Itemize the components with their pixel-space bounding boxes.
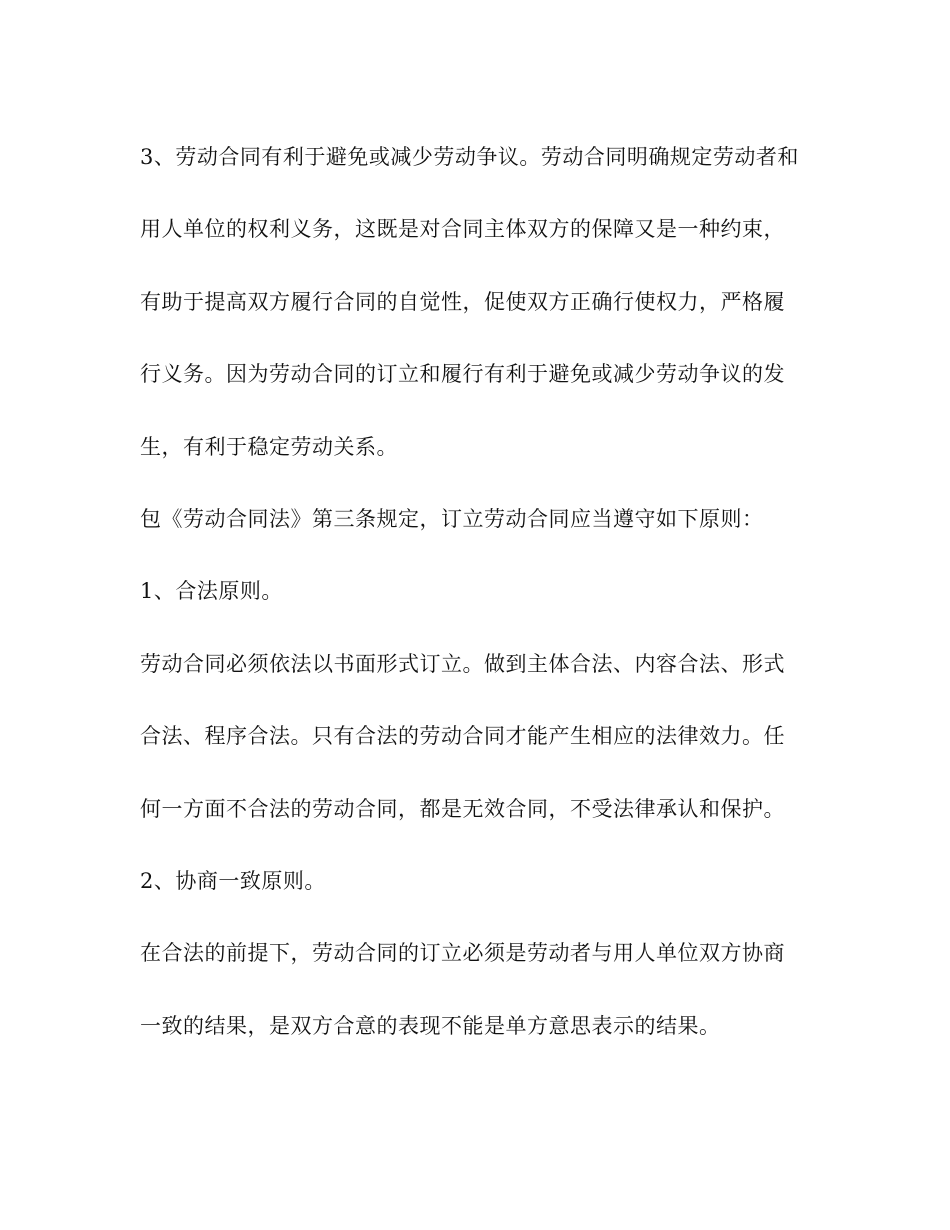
document-body (140, 121, 820, 1062)
text-line: 合法、程序合法。只有合法的劳动合同才能产生相应的法律效力。任 (140, 724, 785, 749)
text-line: 何一方面不合法的劳动合同，都是无效合同，不受法律承认和保护。 (140, 796, 785, 821)
text-line: 在合法的前提下，劳动合同的订立必须是劳动者与用人单位双方协商 (140, 941, 785, 966)
section-heading: 1、合法原则。 (140, 579, 283, 604)
section-heading: 2、协商一致原则。 (140, 868, 326, 893)
text-line: 生，有利于稳定劳动关系。 (140, 434, 398, 459)
text-line: 有助于提高双方履行合同的自觉性，促使双方正确行使权力，严格履 (140, 289, 785, 314)
text-line: 劳动合同必须依法以书面形式订立。做到主体合法、内容合法、形式 (140, 651, 785, 676)
text-line: 包《劳动合同法》第三条规定，订立劳动合同应当遵守如下原则： (140, 506, 764, 531)
text-line: 用人单位的权利义务，这既是对合同主体双方的保障又是一种约束， (140, 217, 785, 242)
text-line: 一致的结果，是双方合意的表现不能是单方意思表示的结果。 (140, 1013, 721, 1038)
text-line: 3、劳动合同有利于避免或减少劳动争议。劳动合同明确规定劳动者和 (140, 145, 799, 169)
text-line: 行义务。因为劳动合同的订立和履行有利于避免或减少劳动争议的发 (140, 362, 785, 387)
